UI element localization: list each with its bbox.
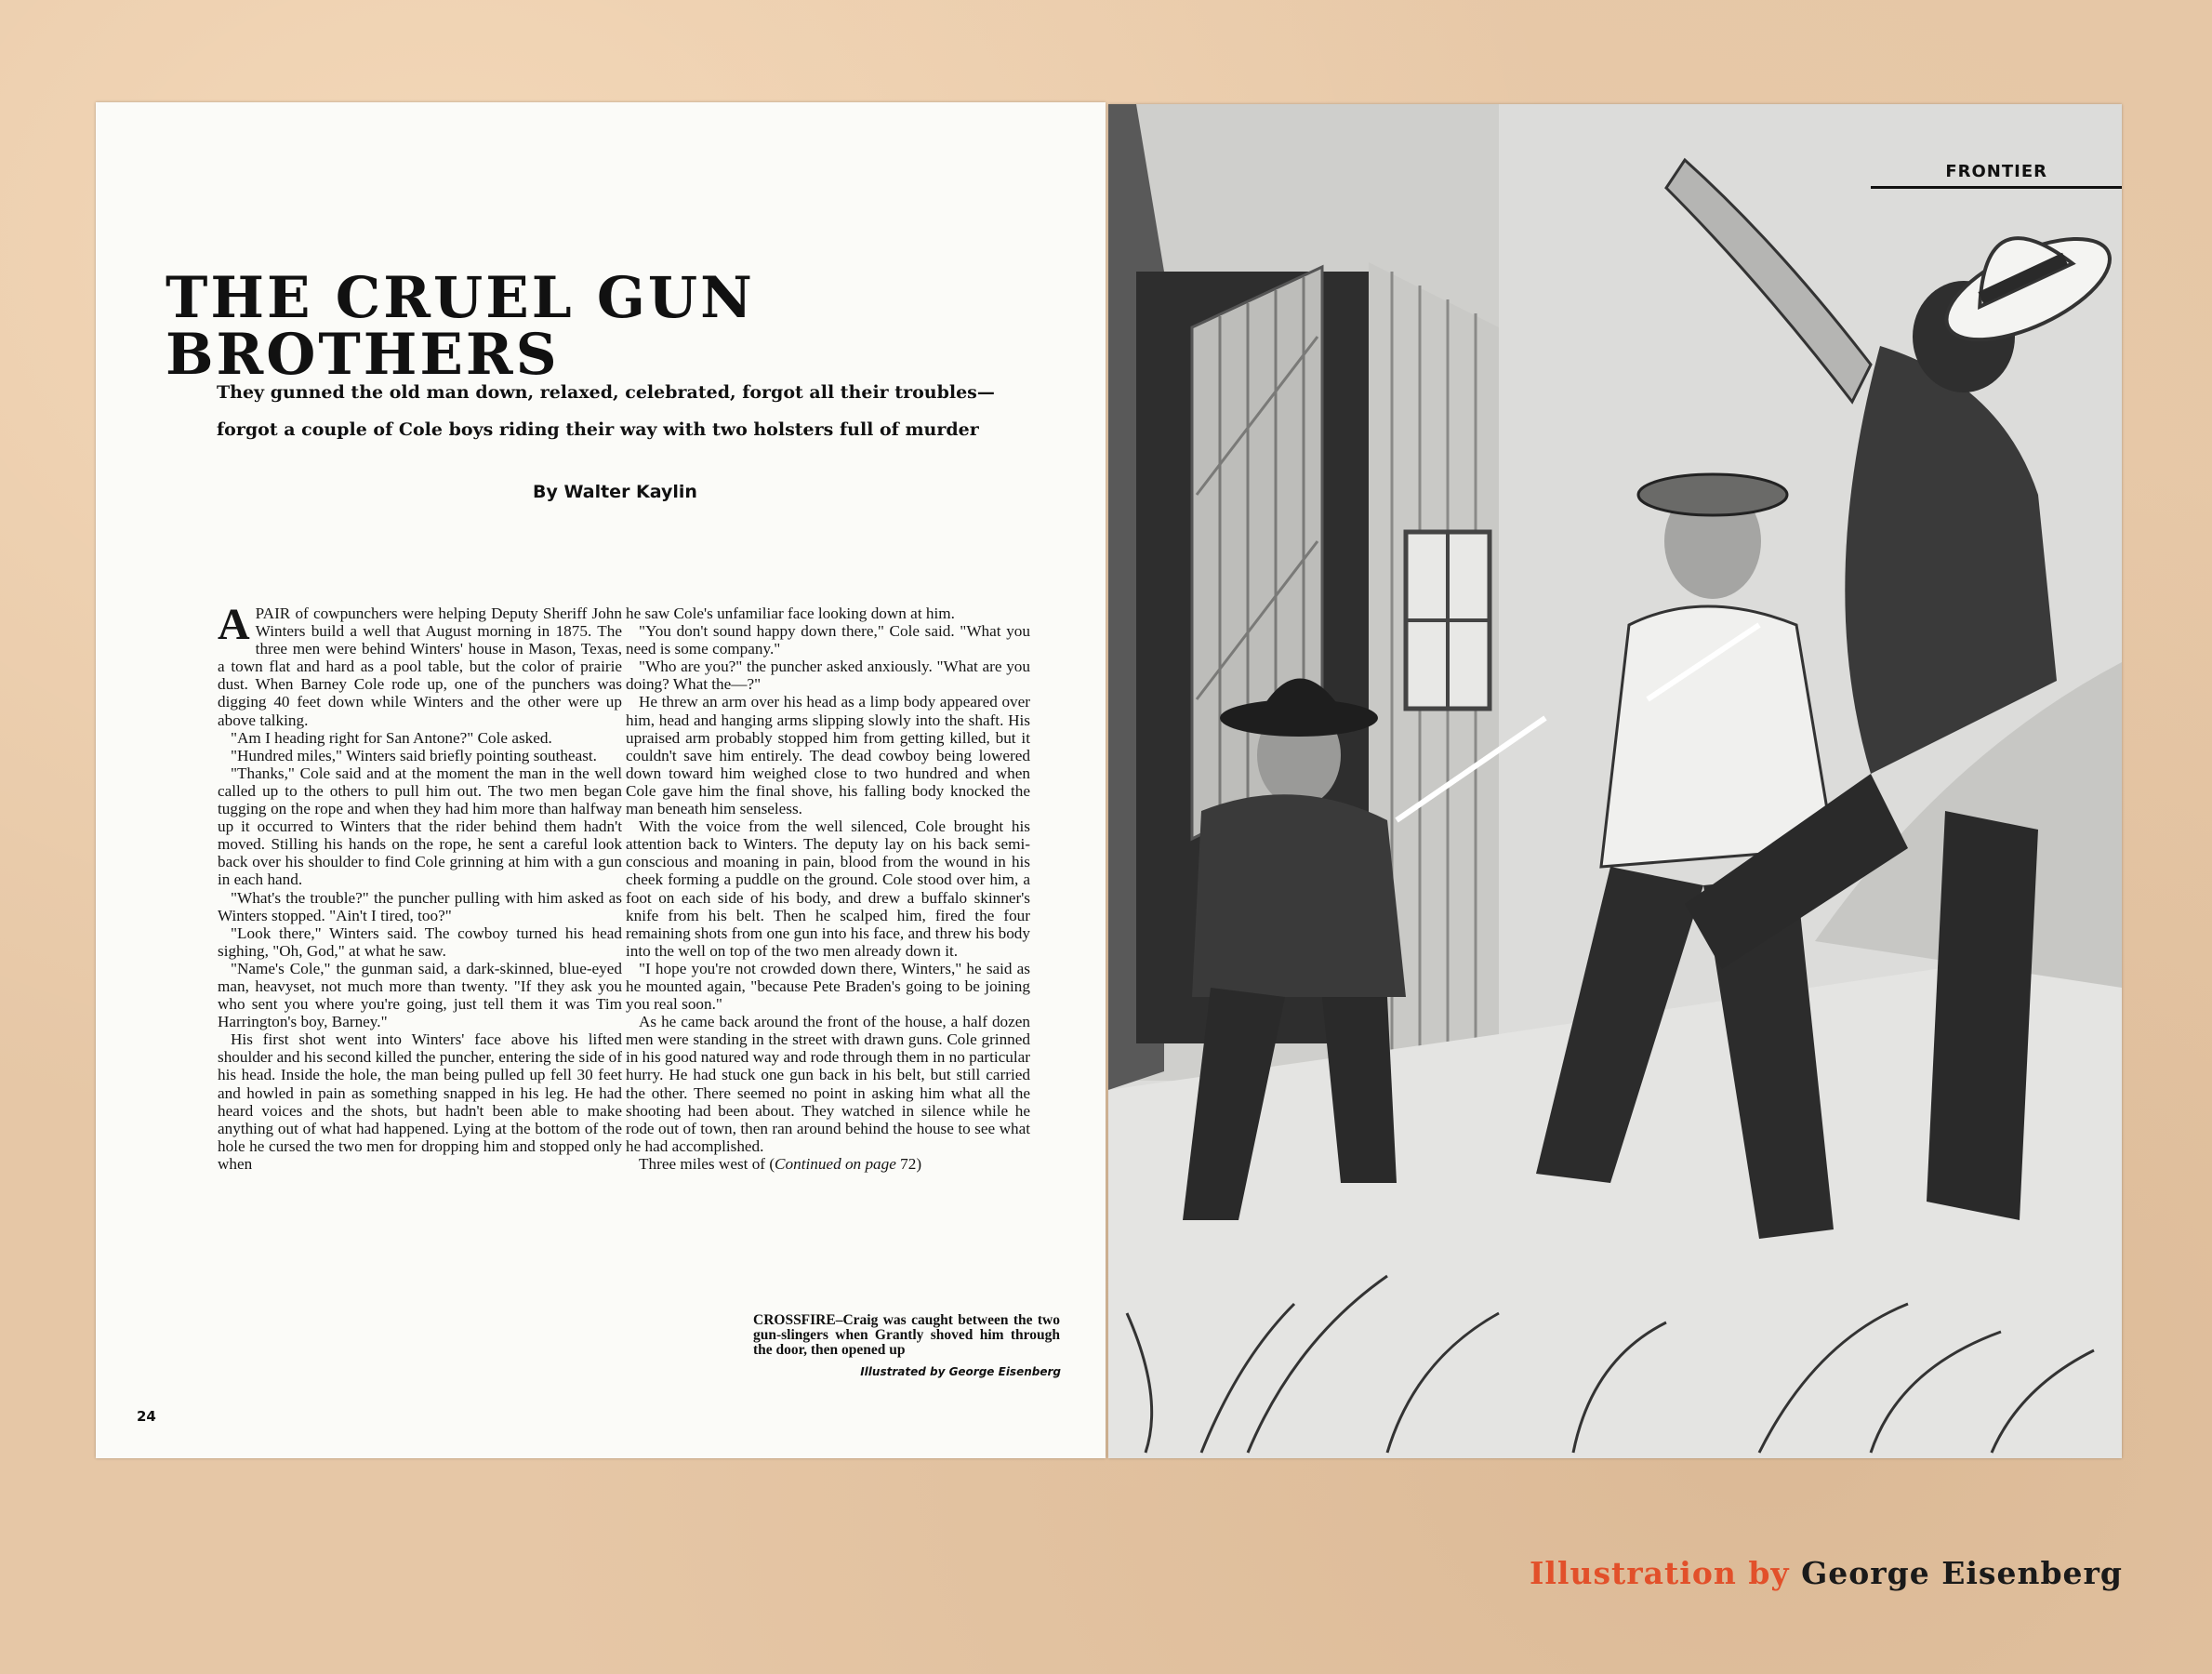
paragraph: "What's the trouble?" the puncher pulling with him asked as Winters stopped. "Ain't I tired, too?" (218, 888, 622, 924)
paragraph: "Name's Cole," the gunman said, a dark-skinned, blue-eyed man, heavyset, not much more than twenty. "If they ask you who sent you where you're going, just tell them it was Tim Harrington's boy, Barney." (218, 959, 622, 1031)
paragraph: His first shot went into Winters' face above his lifted shoulder and his second killed the puncher, entering the side of his head. Inside the hole, the man being pulled up fell 30 feet and howled in pain as something snapped in his leg. He had heard voices and the shots, but hadn't been able to make anything out of what had happened. Lying at the bottom of the hole he cursed the two men for dropping him and stopped only when (218, 1030, 622, 1173)
caption-credit: Illustrated by George Eisenberg (860, 1365, 1061, 1378)
article-title: THE CRUEL GUN BROTHERS (166, 265, 755, 388)
byline: By Walter Kaylin (533, 482, 697, 502)
paragraph: "You don't sound happy down there," Cole said. "What you need is some company." (626, 622, 1030, 658)
paragraph: "Am I heading right for San Antone?" Cole asked. (231, 728, 552, 747)
right-page (1108, 104, 2122, 1458)
paragraph: "Who are you?" the puncher asked anxiously. "What are you doing? What the—?" (626, 658, 1030, 694)
paragraph: "Thanks," Cole said and at the moment the man in the well called up to the others to pull him out. The two men began tugging on the rope and when they had him more than halfway up it occurred to Winters that the rider behind them hadn't moved. Stilling his hands on the rope, he sent a careful look back over his shoulder to find Cole grinning at him with a gun in each hand. (218, 764, 622, 889)
paragraph: "Look there," Winters said. The cowboy turned his head sighing, "Oh, God," at what he saw. (218, 923, 622, 960)
deck-line-1: They gunned the old man down, relaxed, celebrated, forgot all their troubles— (217, 382, 995, 403)
continued-line: Three miles west of (Continued on page 72) (639, 1154, 922, 1173)
article-deck (217, 374, 1109, 448)
continued-page: 72 (900, 1154, 917, 1173)
section-label: FRONTIER (1945, 162, 2047, 181)
paragraph: he saw Cole's unfamiliar face looking down at him. (626, 604, 955, 622)
paragraph: As he came back around the front of the house, a half dozen men were standing in the street with drawn guns. Cole grinned in his good natured way and rode through them in no particular hurry. He had stuck one gun back in his belt, but still carried the other. There seemed no point in asking him what all the shooting had been about. They watched in silence while he rode out of town, then ran around behind the house to see what he had accomplished. (626, 1013, 1030, 1155)
credit-artist: George Eisenberg (1801, 1555, 2123, 1591)
paragraph: He threw an arm over his head as a limp body appeared over him, head and hanging arms slipping slowly into the shaft. His upraised arm probably stopped him from getting killed, but it couldn't save him entirely. The dead cowboy being lowered down toward him weighed close to two hundred and when Cole gave him the final shove, his falling body knocked the man beneath him senseless. (626, 693, 1030, 818)
paragraph: With the voice from the well silenced, Cole brought his attention back to Winters. The deputy lay on his back semi-conscious and moaning in pain, blood from the wound in his cheek forming a puddle on the ground. Cole stood over him, a foot on each side of his body, and drew a buffalo skinner's knife from his belt. Then he scalped him, fired the four remaining shots from one gun into his face, and threw his body into the well on top of the two men already down it. (626, 817, 1030, 960)
illustration-caption: CROSSFIRE–Craig was caught between the two gun-slingers when Grantly shoved him through the door, then opened up (753, 1312, 1060, 1358)
page-number: 24 (137, 1408, 156, 1425)
paragraph: "Hundred miles," Winters said briefly pointing southeast. (231, 746, 597, 764)
illustration-credit (1530, 1555, 2123, 1591)
continued-link: Continued on page (775, 1154, 896, 1173)
gunfight-illustration (1108, 104, 2122, 1458)
text-column-2 (626, 604, 1030, 1173)
paragraph: APAIR of cowpunchers were helping Deputy Sheriff John Winters build a well that August morning in 1875. The three men were behind Winters' house in Mason, Texas, a town flat and hard as a pool table, but the color of prairie dust. When Barney Cole rode up, one of the punchers was digging 40 feet down while Winters and the other were up above talking. (218, 600, 622, 729)
text-column-1 (218, 600, 622, 1173)
paragraph: "I hope you're not crowded down there, Winters," he said as he mounted again, "because Pete Braden's going to be joining you real soon." (626, 959, 1030, 1014)
deck-line-2: forgot a couple of Cole boys riding their way with two holsters full of murder (217, 419, 979, 440)
section-rule (1871, 186, 2122, 189)
left-page (96, 102, 1106, 1458)
drop-cap: A (218, 600, 250, 649)
credit-prefix: Illustration by (1529, 1555, 1790, 1591)
